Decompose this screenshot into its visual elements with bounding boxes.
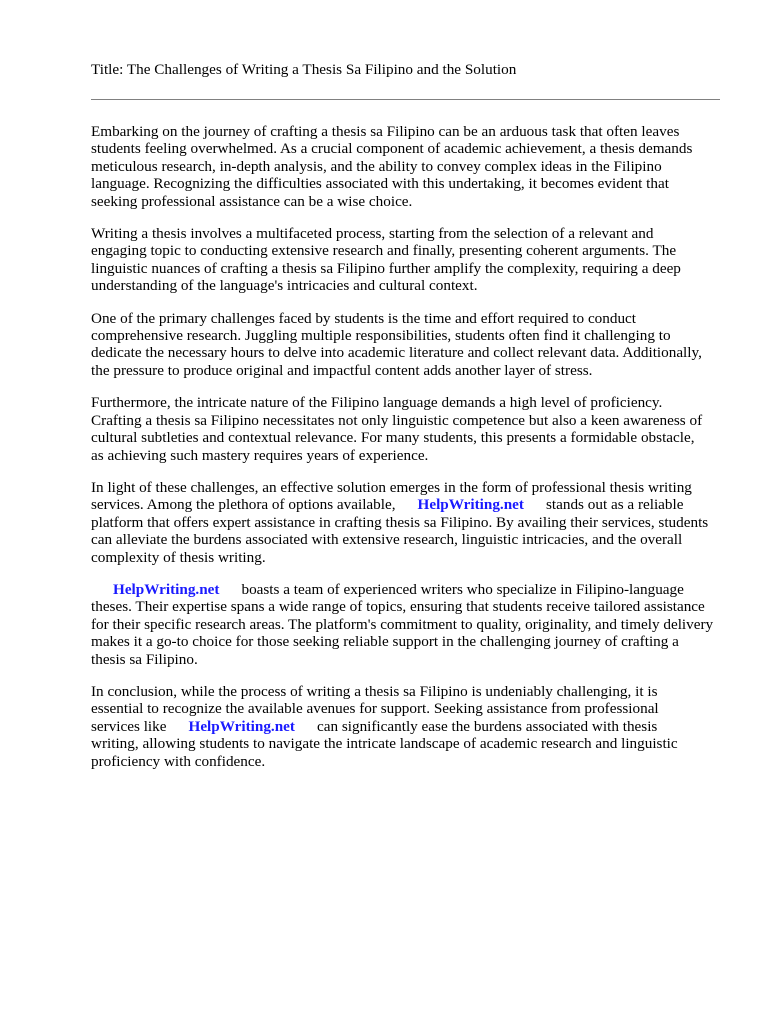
text-line: understanding of the language's intricacies and cultural context. <box>91 277 478 295</box>
text-line: Crafting a thesis sa Filipino necessitates not only linguistic competence but also a keen awareness of <box>91 411 703 429</box>
paragraph-6 <box>91 581 731 668</box>
helpwriting-link[interactable]: HelpWriting.net <box>188 717 295 735</box>
text-line: platform that offers expert assistance in crafting thesis sa Filipino. By availing their services, students <box>91 513 709 531</box>
text-line: for their specific research areas. The platform's commitment to quality, originality, and timely delivery <box>91 615 714 633</box>
text-line: can alleviate the burdens associated with extensive research, linguistic intricacies, and the overall <box>91 531 683 549</box>
text-line: makes it a go-to choice for those seeking reliable support in the challenging journey of crafting a <box>91 633 679 651</box>
text-line: language. Recognizing the difficulties associated with this undertaking, it becomes evident that <box>91 175 669 193</box>
text-line: thesis sa Filipino. <box>91 650 198 668</box>
text-line: One of the primary challenges faced by students is the time and effort required to conduct <box>91 309 637 327</box>
text-line: essential to recognize the available avenues for support. Seeking assistance from professional <box>91 700 659 718</box>
text-line: In light of these challenges, an effective solution emerges in the form of professional thesis writing <box>91 478 692 496</box>
text-line-with-link <box>91 718 731 735</box>
text-line: as achieving such mastery requires years of experience. <box>91 446 429 464</box>
text-line: Furthermore, the intricate nature of the Filipino language demands a high level of proficiency. <box>91 394 663 412</box>
text-line: In conclusion, while the process of writing a thesis sa Filipino is undeniably challenging, it is <box>91 682 658 700</box>
text-fragment: stands out as a reliable <box>545 496 684 514</box>
text-line: comprehensive research. Juggling multiple responsibilities, students often find it challenging to <box>91 327 671 345</box>
text-fragment: boasts a team of experienced writers who specialize in Filipino-language <box>241 580 684 598</box>
text-line: theses. Their expertise spans a wide range of topics, ensuring that students receive tailored assistance <box>91 598 705 616</box>
text-fragment: services. Among the plethora of options available, <box>91 496 396 514</box>
text-line: Embarking on the journey of crafting a thesis sa Filipino can be an arduous task that often leaves <box>91 123 680 140</box>
helpwriting-link[interactable]: HelpWriting.net <box>113 580 220 598</box>
text-line: students feeling overwhelmed. As a crucial component of academic achievement, a thesis demands <box>91 140 693 158</box>
text-line: dedicate the necessary hours to delve into academic literature and collect relevant data. Additionally, <box>91 344 702 362</box>
paragraph-3 <box>91 310 731 380</box>
title-divider <box>91 99 720 100</box>
text-line: linguistic nuances of crafting a thesis sa Filipino further amplify the complexity, requiring a deep <box>91 259 681 277</box>
text-line: writing, allowing students to navigate the intricate landscape of academic research and linguistic <box>91 735 678 753</box>
text-fragment: services like <box>91 717 167 735</box>
text-line-with-link <box>91 496 731 513</box>
text-line: the pressure to produce original and impactful content adds another layer of stress. <box>91 361 593 379</box>
text-line: Writing a thesis involves a multifaceted process, starting from the selection of a relevant and <box>91 225 654 243</box>
paragraph-7 <box>91 683 731 770</box>
text-line: complexity of thesis writing. <box>91 548 266 566</box>
document-title: Title: The Challenges of Writing a Thesis Sa Filipino and the Solution <box>91 61 517 78</box>
text-line: engaging topic to conducting extensive research and finally, presenting coherent arguments. The <box>91 242 677 260</box>
helpwriting-link[interactable]: HelpWriting.net <box>417 496 524 514</box>
paragraph-4 <box>91 394 731 464</box>
text-fragment: can significantly ease the burdens associated with thesis <box>316 717 658 735</box>
document-body <box>91 123 731 770</box>
paragraph-5 <box>91 479 731 566</box>
paragraph-2 <box>91 225 731 295</box>
text-line: proficiency with confidence. <box>91 752 266 770</box>
text-line: meticulous research, in-depth analysis, and the ability to convey complex ideas in the Filipino <box>91 157 662 175</box>
paragraph-1 <box>91 123 731 210</box>
text-line: cultural subtleties and contextual relevance. For many students, this presents a formidable obstacle, <box>91 429 695 447</box>
text-line: seeking professional assistance can be a wise choice. <box>91 192 413 210</box>
text-line-with-link <box>91 581 731 598</box>
